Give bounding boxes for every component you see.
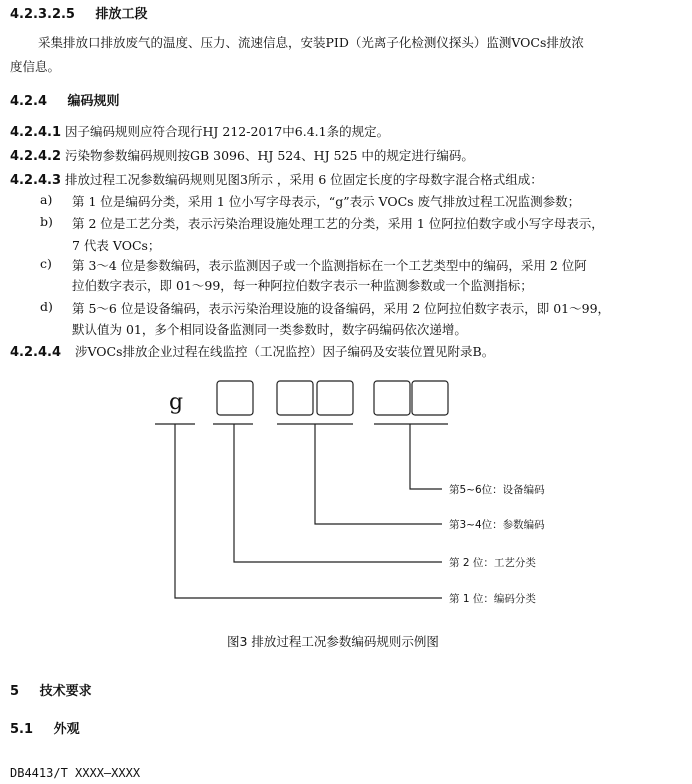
leader-1 (175, 424, 442, 598)
section-number: 5.1 (10, 722, 34, 737)
list-item-line: 拉伯数字表示，即 01～99，每一种阿拉伯数字表示一种监测参数或一个监测指标； (72, 278, 533, 293)
figure-caption: 图3 排放过程工况参数编码规则示例图 (227, 634, 439, 649)
code-box-3 (277, 381, 313, 415)
list-item-line: 第 5～6 位是设备编码，表示污染治理设施的设备编码，采用 2 位阿拉伯数字表示，即 01～99， (72, 301, 611, 316)
clause-text: 涉VOCs排放企业过程在线监控（工况监控）因子编码及安装位置见附录B。 (74, 344, 495, 359)
list-item-line: 默认值为 01，多个相同设备监测同一类参数时，数字码编码依次递增。 (72, 322, 467, 337)
clause-number: 4.2.4.1 (10, 125, 61, 140)
list-item-line: 第 2 位是工艺分类，表示污染治理设施处理工艺的分类，采用 1 位阿拉伯数字或小写字母表示， (72, 216, 604, 231)
section-title: 技术要求 (39, 684, 92, 699)
list-marker: b) (40, 214, 53, 229)
section-title: 排放工段 (95, 7, 148, 22)
leader-5-6 (410, 424, 442, 489)
clause-number: 4.2.4.4 (10, 345, 61, 360)
clause-number: 4.2.4.2 (10, 149, 61, 164)
section-number: 4.2.4 (10, 94, 48, 109)
label-2: 第 2 位：工艺分类 (449, 557, 536, 569)
clause-text: 因子编码规则应符合现行HJ 212-2017中6.4.1条的规定。 (64, 124, 390, 139)
paragraph-line: 度信息。 (10, 59, 61, 74)
footer-doc-id: DB4413/T XXXX—XXXX (10, 766, 141, 780)
list-marker: c) (40, 256, 52, 271)
list-item-line: 第 1 位是编码分类，采用 1 位小写字母表示，“g”表示 VOCs 废气排放过程工况监测参数； (72, 194, 581, 209)
label-3-4: 第3~4位：参数编码 (449, 519, 545, 531)
section-title: 编码规则 (67, 94, 120, 109)
section-heading-5-1 (10, 718, 80, 737)
paragraph-line: 采集排放口排放废气的温度、压力、流速信息，安装PID（光离子化检测仪探头）监测VOCs排放浓 (38, 35, 584, 50)
code-letter: g (168, 390, 184, 415)
code-box-5 (374, 381, 410, 415)
list-item-line: 7 代表 VOCs； (72, 238, 161, 253)
clause-number: 4.2.4.3 (10, 173, 61, 188)
leader-2 (234, 424, 442, 562)
section-title: 外观 (53, 722, 80, 737)
label-5-6: 第5~6位：设备编码 (449, 484, 545, 496)
clause-text: 排放过程工况参数编码规则见图3所示 ，采用 6 位固定长度的字母数字混合格式组成： (64, 172, 543, 187)
list-marker: a) (40, 192, 53, 207)
code-box-4 (317, 381, 353, 415)
code-box-6 (412, 381, 448, 415)
list-marker: d) (40, 299, 53, 314)
section-number: 5 (10, 684, 20, 699)
section-heading-5 (10, 680, 92, 699)
label-1: 第 1 位：编码分类 (449, 593, 536, 605)
leader-3-4 (315, 424, 442, 524)
clause-text: 污染物参数编码规则按GB 3096、HJ 524、HJ 525 中的规定进行编码。 (64, 148, 474, 163)
code-box-2 (217, 381, 253, 415)
list-item-line: 第 3～4 位是参数编码，表示监测因子或一个监测指标在一个工艺类型中的编码，采用 2 位阿 (72, 258, 587, 273)
section-number: 4.2.3.2.5 (10, 7, 75, 22)
